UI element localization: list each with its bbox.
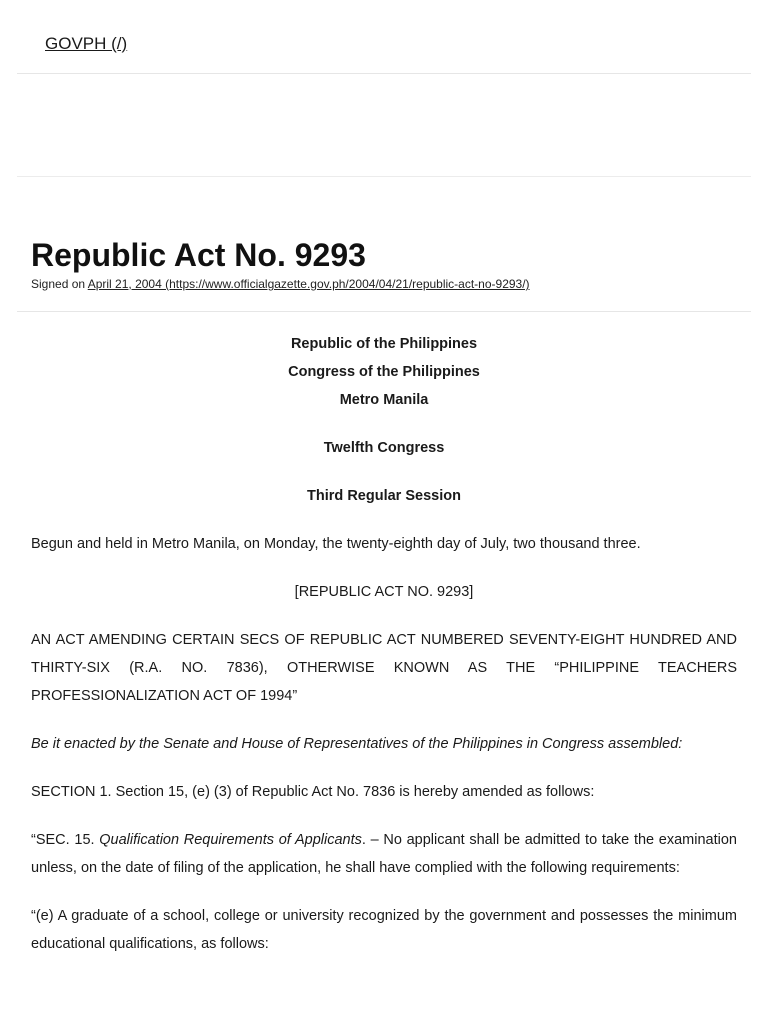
section-1: SECTION 1. Section 15, (e) (3) of Republic Act No. 7836 is hereby amended as follows: (31, 784, 595, 800)
header-line-congress: Congress of the Philippines (288, 364, 480, 380)
govph-home-link[interactable]: GOVPH (/) (45, 34, 128, 53)
congress-number: Twelfth Congress (323, 440, 445, 456)
article-content (31, 330, 737, 958)
enacting-clause: Be it enacted by the Senate and House of Representatives of the Philippines in Congress assembled: (31, 736, 683, 752)
page-title: Republic Act No. 9293 (31, 237, 366, 273)
session-label: Third Regular Session (307, 488, 461, 504)
top-navigation-bar (17, 0, 751, 74)
begun-paragraph: Begun and held in Metro Manila, on Monday, the twenty-eighth day of July, two thousand three. (31, 536, 641, 552)
signed-date-line (31, 277, 530, 291)
banner-area (17, 74, 751, 177)
header-line-city: Metro Manila (339, 392, 429, 408)
article-header (17, 177, 751, 312)
act-title: AN ACT AMENDING CERTAIN SECS OF REPUBLIC ACT NUMBERED SEVENTY-EIGHT HUNDRED AND THIRTY-SIX (R.A. NO. 7836), OTHERWISE KNOWN AS THE “PHILIPPINE TEACHERS PROFESSIONALIZATION ACT OF 1994” (31, 632, 737, 704)
signed-date-link[interactable]: April 21, 2004 (https://www.officialgazette.gov.ph/2004/04/21/republic-act-no-9293/) (87, 277, 530, 291)
section-15-paragraph (31, 826, 737, 882)
sec15-prefix: “SEC. 15. (31, 832, 100, 848)
signed-prefix: Signed on (31, 277, 88, 291)
sec15-heading: Qualification Requirements of Applicants (99, 832, 362, 848)
item-e-paragraph: “(e) A graduate of a school, college or university recognized by the government and possesses the minimum educational qualifications, as follows: (31, 908, 737, 952)
header-line-republic: Republic of the Philippines (290, 336, 478, 352)
sec15-text: . – No applicant shall be admitted to take the examination unless, on the date of filing of the application, he shall have complied with the following requirements: (31, 832, 737, 876)
act-number: [REPUBLIC ACT NO. 9293] (294, 584, 474, 600)
